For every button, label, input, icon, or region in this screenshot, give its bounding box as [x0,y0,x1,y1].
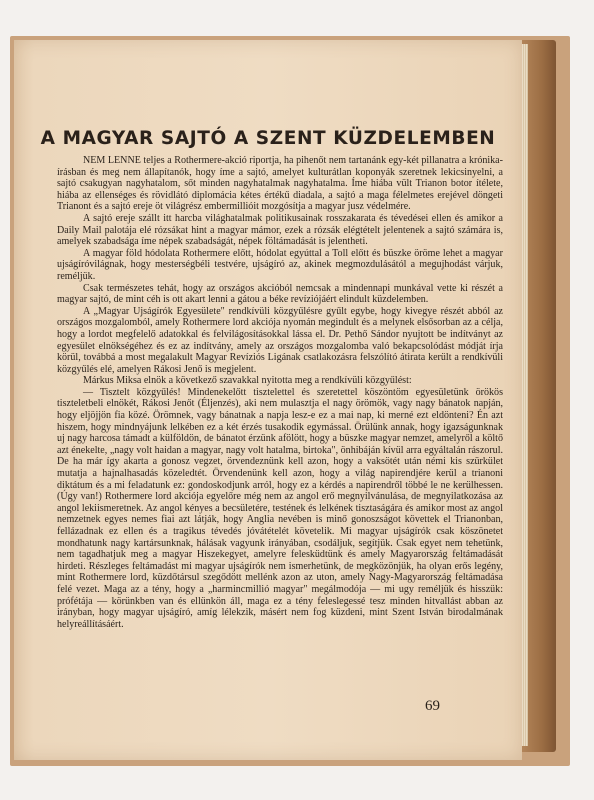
chapter-body [57,155,503,630]
paragraph: Csak természetes tehát, hogy az országos akcióból nemcsak a mindennapi munkával vette ki részét a magyar sajtó, de mint céh is ott akart lenni a gátou a béke revíziójáért elindult küzdelemben. [57,282,503,306]
page-number: 69 [425,698,440,714]
paragraph: A „Magyar Ujságírók Egyesülete" rendkívüli közgyűlésre gyűlt egybe, hogy kivegye részét abból az országos mozgalomból, amely Rothermere lord akciója nyomán megindult és a melynek elsősorban az a célja, hogy a lordot megfelelő adatokkal és felvilágosításokkal lássa el. Dr. Pethő Sándor nyujtott be indítványt az egyesület elnökségéhez és ez az indítvány, amely az országos mozgalomba való bekapcsolódást módját írja körül, továbbá a most megalakult Magyar Revíziós Ligának csatlakozásra felszólító átirata került a rendkívüli közgyűlés elé, amelyen Rákosi Jenő is megjelent. [57,305,503,375]
paragraph: NEM LENNE teljes a Rothermere-akció riportja, ha pihenőt nem tartanánk egy-két pillanatra a krónika-írásban és meg nem állapítanók, hogy íme a sajtó, amelyet kulturátlan koponyák szeretnek lekicsinyelni, a sajtó csakugyan nagyhatalom, sőt minden nagyhatalmak nagyhatalma. Íme hiába vült Trianon botor ítélete, hiába az ellenséges és rövidlátó diplomácia kétes értékű diadala, a sajtó a maga félelmetes erejével döngeti Trianont és a sajtó ereje öt világrész embermillióit mozgósítja a magyar jusz védelmére. [57,155,503,213]
paragraph: — Tisztelt közgyűlés! Mindenekelőtt tisztelettel és szeretettel köszöntöm egyesületünk örökös tiszteletbeli elnökét, Rákosi Jenőt (Éljenzés), aki nem mulasztja el nagy örömök, vagy nagy bánatok napján, hogy eljöjjön fia közé. Örömnek, vagy bánatnak a napja lesz-e ez a mai nap, ki merné ezt eldönteni? Én azt hiszem, hogy mindnyájunk lelkében ez a két érzés tusakodik egymással. Örülünk annak, hogy igazságunknak uj nagy harcosa támadt a külföldön, de bánatot érzünk afölött, hogy a büszke magyar nemzet, amelyről a költő azt énekelte, „nagy volt haidan a magyar, nagy volt hatalma, birtoka", önhibáján kívül arra egyáltalán rászorul. De ha már így akarta a gonosz vegzet, örvendeznünk kell azon, hogy a vaksötét után némi kis szürkület mutatja a hajnalhasadás közeledtét. Örvendenünk kell azon, hogy a világ napirendjére kerül a trianoni diktátum és a mi feladatunk ez: gondoskodjunk arról, hogy ez a kérdés a napirendről többé le ne kerülhessen. (Úgy van!) Rothermere lord akciója egyelőre még nem az angol erő megnyilvánulása, de megnyilatkozása az angol lekiismeretnek. Az angol kényes a becsületére, testének és lelkének tisztaságára és amikor most az angol nemzetnek egyes nemes fiai azt látják, hogy Anglia nevében is minő gonoszságot követtek el Trianonban, fellázadnak ez ellen és a tragikus tévedés jóvátételét követelik. Mi magyar ujságírók csak köszönetet mondhatunk nagy kartársunknak, hálásak vagyunk irányában, csodáljuk, segítjük. Csak egyet nem tehetünk, nem tagadhatjuk meg a magyar Hiszekegyet, amelyre felesküdtünk és amely Magyarország feltámadását hirdeti. Részleges feltámadást mi magyar ujságírók nem ismerhetünk, de megközönjük, ha olyan erős legény, mint Rothermere lord, küzdőtársul szegődött mellénk azon az uton, amely Nagy-Magyarország feltámadása felé vezet. Maga az a tény, hogy a „harmincmillió magyar" megálmodója — mi ugy reméljük és hisszük: prófétája — körünkben van és ellünkön áll, maga ez a tény feleslegessé tesz minden hitvallást abban az irányban, hogy magyar ujságíró, amíg lélekzik, másért nem fog küzdeni, mint Szent István birodalmának helyreállításáért. [57,386,503,630]
paragraph: Márkus Miksa elnök a következő szavakkal nyitotta meg a rendkívüli közgyűlést: [83,375,412,387]
paragraph: A magyar föld hódolata Rothermere előtt, hódolat egyúttal a Toll előtt és büszke öröme lehet a magyar ujságíróvilágnak, hogy mesterségbéli testvére, ujságíró az, akinek megmozdulásától a megujhodást várjuk, reméljük. [57,247,503,282]
chapter-title: A MAGYAR SAJTÓ A SZENT KÜZDELEMBEN [40,128,496,149]
book-page [14,40,522,760]
paragraph: A sajtó ereje szállt itt harcba világhatalmak politikusainak rosszakarata és tévedései ellen és amikor a Daily Mail palotája elé rózsákat hint a magyar mámor, ezek a rózsák elégtételt jelentenek a sajtó számára is, amelyek szabadsága íme népek szabadságát, népek föltámadását is jelentheti. [57,212,503,248]
